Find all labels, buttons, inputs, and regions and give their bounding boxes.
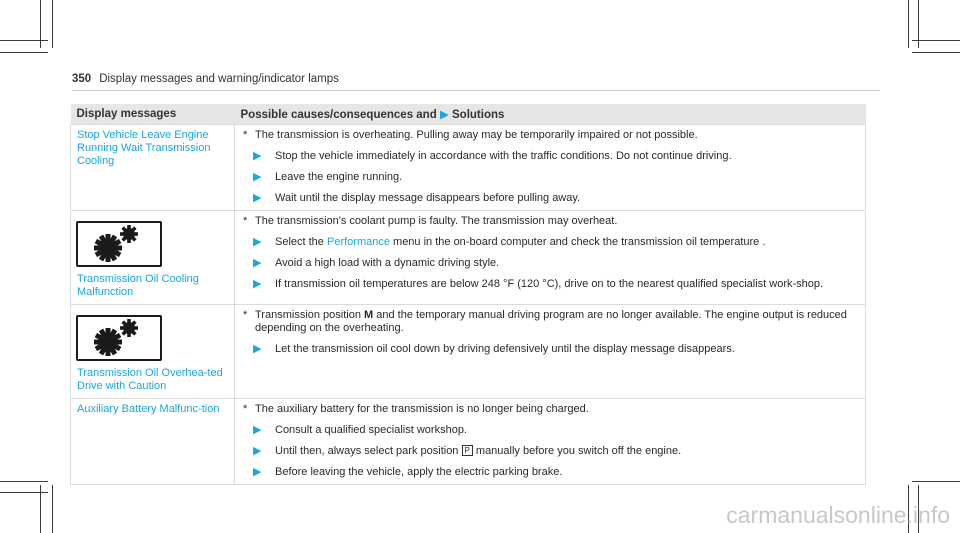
performance-menu-link: Performance [326,236,390,248]
arrow-icon: ▶ [253,424,262,436]
action-item: ▶ If transmission oil temperatures are below 248 °F (120 °C), drive on to the nearest qualified specialist work-shop. [253,278,824,290]
bullet: * [243,129,248,141]
arrow-icon: ▶ [253,171,262,183]
bullet: * [243,309,248,321]
arrow-icon: ▶ [439,109,449,121]
bullet: * [243,403,248,415]
col-header-causes: Possible causes/consequences and ▶ Solutions [235,104,866,125]
bullet: * [243,215,248,227]
crop-mark [912,481,960,482]
message-title: Transmission Oil Overhea-ted Drive with Caution [77,367,223,392]
crop-mark [0,492,48,493]
crop-mark [912,40,960,41]
crop-mark [0,40,48,41]
col-header-messages: Display messages [71,104,235,125]
transmission-gear-icon [76,315,162,361]
message-title: Stop Vehicle Leave Engine Running Wait Transmission Cooling [77,129,211,167]
action-item: ▶ Avoid a high load with a dynamic driving style. [253,257,500,269]
message-title: Auxiliary Battery Malfunc-tion [77,403,220,415]
running-header [72,73,339,85]
action-item: ▶ Until then, always select park position P manually before you switch off the engine. [253,445,682,457]
page-number: 350 [72,73,92,85]
section-title: Display messages and warning/indicator lamps [99,73,339,85]
crop-mark [0,481,48,482]
action-item: ▶ Stop the vehicle immediately in accordance with the traffic conditions. Do not continue driving. [253,150,732,162]
arrow-icon: ▶ [253,466,262,478]
table-row: Stop Vehicle Leave Engine Running Wait Transmission Cooling * The transmission is overheating. Pulling away may be temporarily impaired or not possible. ▶ Stop the vehicle immediately in accordance with the traffic conditions. Do not continue driving. ▶ Leave the engine running. ▶ Wait until the display message disappears before pulling away. [71,125,866,211]
display-messages-table [70,104,866,485]
action-item: ▶ Consult a qualified specialist workshop. [253,424,467,436]
transmission-gear-icon [76,221,162,267]
park-position-icon: P [462,445,473,456]
crop-mark [908,0,909,48]
action-item: ▶ Select the Performance menu in the on-board computer and check the transmission oil temperature . [253,236,766,248]
action-item: ▶ Wait until the display message disappears before pulling away. [253,192,581,204]
arrow-icon: ▶ [253,150,262,162]
table-row: Auxiliary Battery Malfunc-tion * The auxiliary battery for the transmission is no longer being charged. ▶ Consult a qualified specialist workshop. ▶ Until then, always select park position P manually before you switch off the engine. ▶ Before leaving the vehicle, apply the electric parking brake. [71,399,866,485]
table-row: Transmission Oil Cooling Malfunction * The transmission's coolant pump is faulty. The transmission may overheat. ▶ Select the Performance menu in the on-board computer and check the transmission oil temperature . ▶ Avoid a high load with a dynamic driving style. ▶ If transmission oil temperatures are below 248 °F (120 °C), drive on to the nearest qualified specialist work-shop. [71,211,866,305]
arrow-icon: ▶ [253,236,262,248]
header-rule [72,90,880,91]
arrow-icon: ▶ [253,278,262,290]
arrow-icon: ▶ [253,257,262,269]
arrow-icon: ▶ [253,192,262,204]
message-title: Transmission Oil Cooling Malfunction [77,273,199,298]
watermark: carmanualsonline.info [726,502,950,528]
action-item: ▶ Before leaving the vehicle, apply the electric parking brake. [253,466,563,478]
crop-mark [52,485,53,533]
crop-mark [0,52,48,53]
action-item: ▶ Leave the engine running. [253,171,403,183]
crop-mark [52,0,53,48]
table-header-row [71,104,866,125]
crop-mark [912,52,960,53]
arrow-icon: ▶ [253,343,262,355]
table-row: Transmission Oil Overhea-ted Drive with Caution * Transmission position M and the temporary manual driving program are no longer available. The engine output is reduced depending on the overheating. ▶ Let the transmission oil cool down by driving defensively until the display message disappears. [71,305,866,399]
action-item: ▶ Let the transmission oil cool down by driving defensively until the display message disappears. [253,343,735,355]
arrow-icon: ▶ [253,445,262,457]
